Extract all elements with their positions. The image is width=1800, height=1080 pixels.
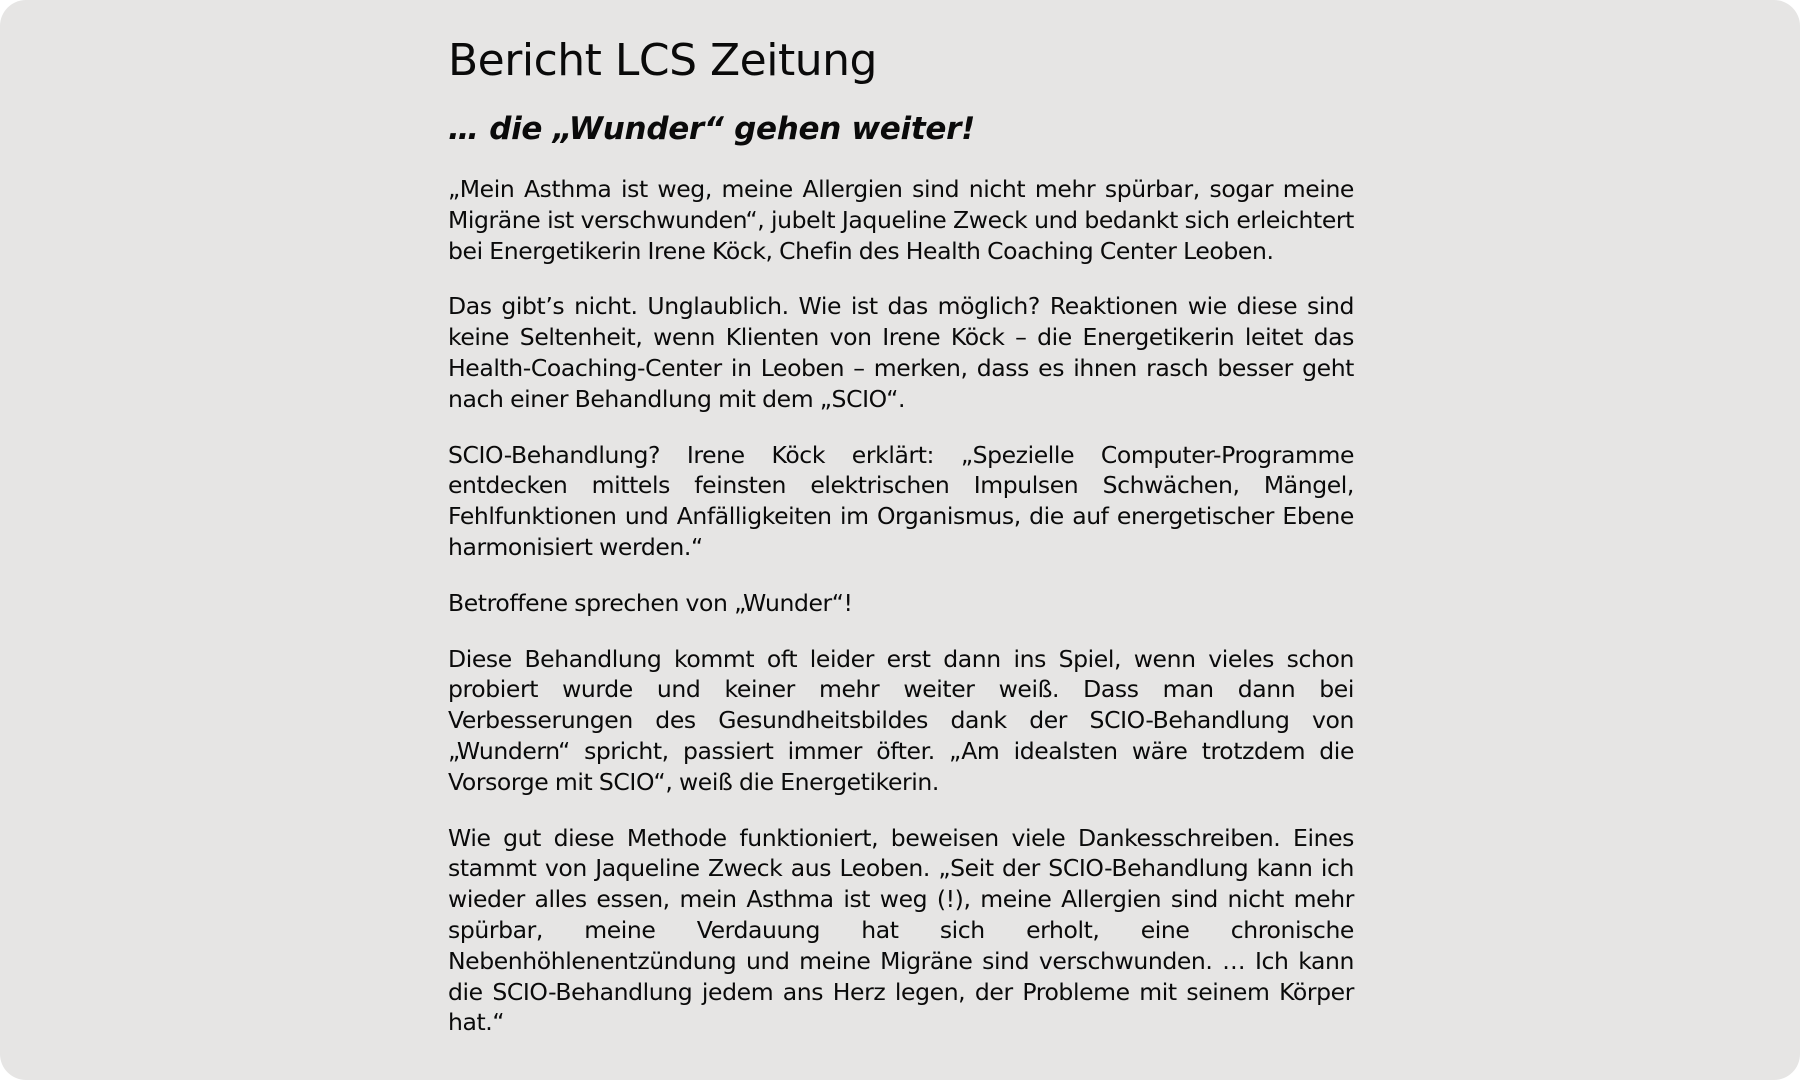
paragraph-intro-quote: „Mein Asthma ist weg, meine Allergien sind nicht mehr spürbar, sogar meine Migräne ist verschwunden“, jubelt Jaqueline Zweck und bedankt sich erleichtert bei Energetikerin Irene Köck, Chefin des Health Coaching Center Leoben. <box>448 175 1354 265</box>
article-title: Bericht LCS Zeitung <box>448 35 877 86</box>
paragraph-reactions: Das gibt’s nicht. Unglaublich. Wie ist das möglich? Reaktionen wie diese sind keine Seltenheit, wenn Klienten von Irene Köck – die Energetikerin leitet das Health-Coaching-Center in Leoben – merken, dass es ihnen rasch besser geht nach einer Behandlung mit dem „SCIO“. <box>448 292 1354 413</box>
article <box>448 26 1354 1038</box>
article-subtitle: … die „Wunder“ gehen weiter! <box>448 111 975 147</box>
paragraph-testimonial: Wie gut diese Methode funktioniert, beweisen viele Dankesschreiben. Eines stammt von Jaqueline Zweck aus Leoben. „Seit der SCIO-Behandlung kann ich wieder alles essen, mein Asthma ist weg (!), meine Allergien sind nicht mehr spürbar, meine Verdauung hat sich erholt, eine chronische Nebenhöhlenentzündung und meine Migräne sind verschwunden. … Ich kann die SCIO-Behandlung jedem ans Herz legen, der Probleme mit seinem Körper hat.“ <box>448 823 1354 1037</box>
paragraph-treatment: Diese Behandlung kommt oft leider erst dann ins Spiel, wenn vieles schon probiert wurde und keiner mehr weiter weiß. Dass man dann bei Verbesserungen des Gesundheitsbildes dank der SCIO-Behandlung von „Wundern“ spricht, passiert immer öfter. „Am idealsten wäre trotzdem die Vorsorge mit SCIO“, weiß die Energetikerin. <box>448 644 1354 796</box>
paragraph-wonder: Betroffene sprechen von „Wunder“! <box>448 588 853 617</box>
paragraph-scio-explanation: SCIO-Behandlung? Irene Köck erklärt: „Spezielle Computer-Programme entdecken mittels feinsten elektrischen Impulsen Schwächen, Mängel, Fehlfunktionen und Anfälligkeiten im Organismus, die auf energetischer Ebene harmonisiert werden.“ <box>448 440 1354 561</box>
